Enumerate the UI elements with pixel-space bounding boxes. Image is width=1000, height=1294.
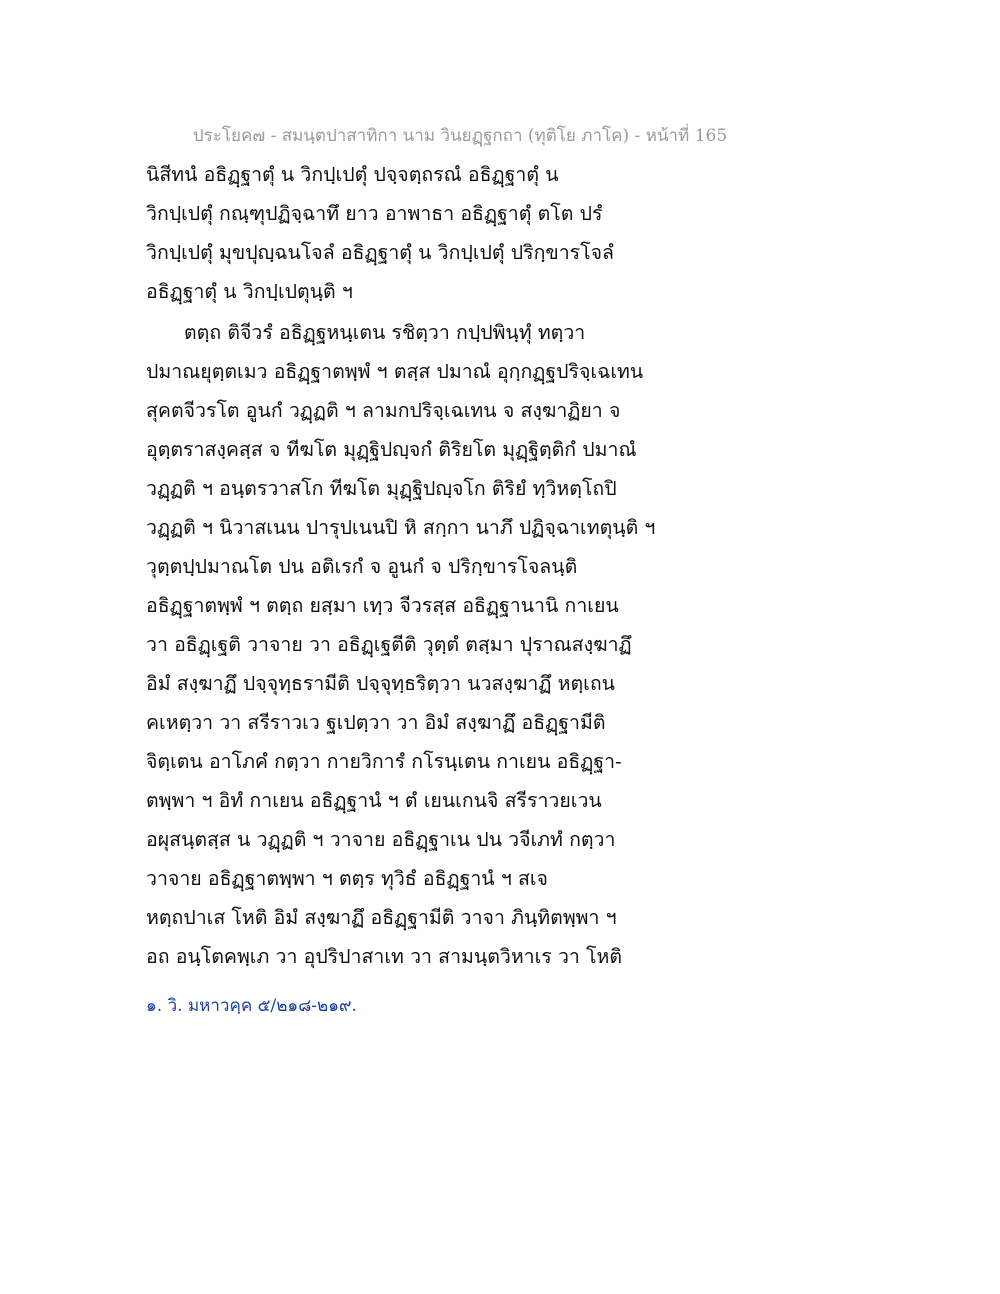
- text-line: อถ อนฺโตคพฺเภ วา อุปริปาสาเท วา สามนฺตวิหาเร วา โหติ: [146, 945, 623, 968]
- text-line: คเหตฺวา วา สรีราวเว ฐเปตฺวา วา อิมํ สงฺฆาฏึ อธิฏฺฐามีติ: [146, 711, 606, 734]
- text-line: สุคตจีวรโต อูนกํ วฏฺฏติ ฯ ลามกปริจฺเฉเทน จ สงฺฆาฏิยา จ: [146, 399, 621, 422]
- page-header: ประโยค๗ - สมนฺตปาสาทิกา นาม วินยฏฺฐกถา (ทุติโย ภาโค) - หน้าที่ 165: [192, 126, 728, 146]
- text-line: วิกปฺเปตุํ มุขปุญฺฉนโจลํ อธิฏฺฐาตุํ น วิกปฺเปตุํ ปริกฺขารโจลํ: [146, 241, 614, 264]
- text-line: วา อธิฏฺเฐติ วาจาย วา อธิฏฺเฐตีติ วุตฺตํ ตสฺมา ปุราณสงฺฆาฏึ: [146, 633, 632, 656]
- text-line: อุตฺตราสงฺคสฺส จ ทีฆโต มุฏฺฐิปญฺจกํ ติริยโต มุฏฺฐิตฺติกํ ปมาณํ: [146, 438, 637, 461]
- text-line: วุตฺตปฺปมาณโต ปน อติเรกํ จ อูนกํ จ ปริกฺขารโจลนฺติ: [146, 555, 578, 578]
- body-text: [146, 155, 666, 976]
- text-line: หตฺถปาเส โหติ อิมํ สงฺฆาฏึ อธิฏฺฐามีติ วาจา ภินฺทิตพฺพา ฯ: [146, 906, 617, 929]
- text-line: อิมํ สงฺฆาฏึ ปจฺจุทฺธรามีติ ปจฺจุทฺธริตฺวา นวสงฺฆาฏึ หตฺเถน: [146, 672, 615, 695]
- text-line: อผุสนฺตสฺส น วฏฺฏติ ฯ วาจาย อธิฏฺฐาเน ปน วจีเภทํ กตฺวา: [146, 828, 616, 851]
- text-line: วาจาย อธิฏฺฐาตพฺพา ฯ ตตฺร ทุวิธํ อธิฏฺฐานํ ฯ สเจ: [146, 867, 548, 890]
- text-line: ตพฺพา ฯ อิทํ กาเยน อธิฏฺฐานํ ฯ ตํ เยนเกนจิ สรีราวยเวน: [146, 789, 602, 812]
- text-line: วฏฺฏติ ฯ นิวาสเนน ปารุปเนนปิ หิ สกฺกา นาภึ ปฏิจฺฉาเทตุนฺติ ฯ: [146, 516, 656, 539]
- text-line: จิตฺเตน อาโภคํ กตฺวา กายวิการํ กโรนฺเตน กาเยน อธิฏฺฐา-: [146, 750, 622, 773]
- text-line: วิกปฺเปตุํ กณฺฑุปฏิจฺฉาทึ ยาว อาพาธา อธิฏฺฐาตุํ ตโต ปรํ: [146, 202, 603, 225]
- text-line: ปมาณยุตฺตเมว อธิฏฺฐาตพฺพํ ฯ ตสฺส ปมาณํ อุกฺกฏฺฐปริจฺเฉเทน: [146, 360, 644, 383]
- text-line: วฏฺฏติ ฯ อนฺตรวาสโก ทีฆโต มุฏฺฐิปญฺจโก ติริยํ ทฺวิหตฺโถปิ: [146, 477, 617, 500]
- text-line: อธิฏฺฐาตุํ น วิกปฺเปตุนฺติ ฯ: [146, 280, 353, 303]
- footnote: ๑. วิ. มหาวคฺค ๕/๒๑๘-๒๑๙.: [146, 996, 357, 1016]
- paragraph-start-line: ตตฺถ ติจีวรํ อธิฏฺฐหนฺเตน รชิตฺวา กปฺปพินฺทุํ ทตฺวา: [184, 321, 586, 344]
- text-line: อธิฏฺฐาตพฺพํ ฯ ตตฺถ ยสฺมา เทฺว จีวรสฺส อธิฏฺฐานานิ กาเยน: [146, 594, 619, 617]
- text-line: นิสีทนํ อธิฏฺฐาตุํ น วิกปฺเปตุํ ปจฺจตฺถรณํ อธิฏฺฐาตุํ น: [146, 163, 559, 186]
